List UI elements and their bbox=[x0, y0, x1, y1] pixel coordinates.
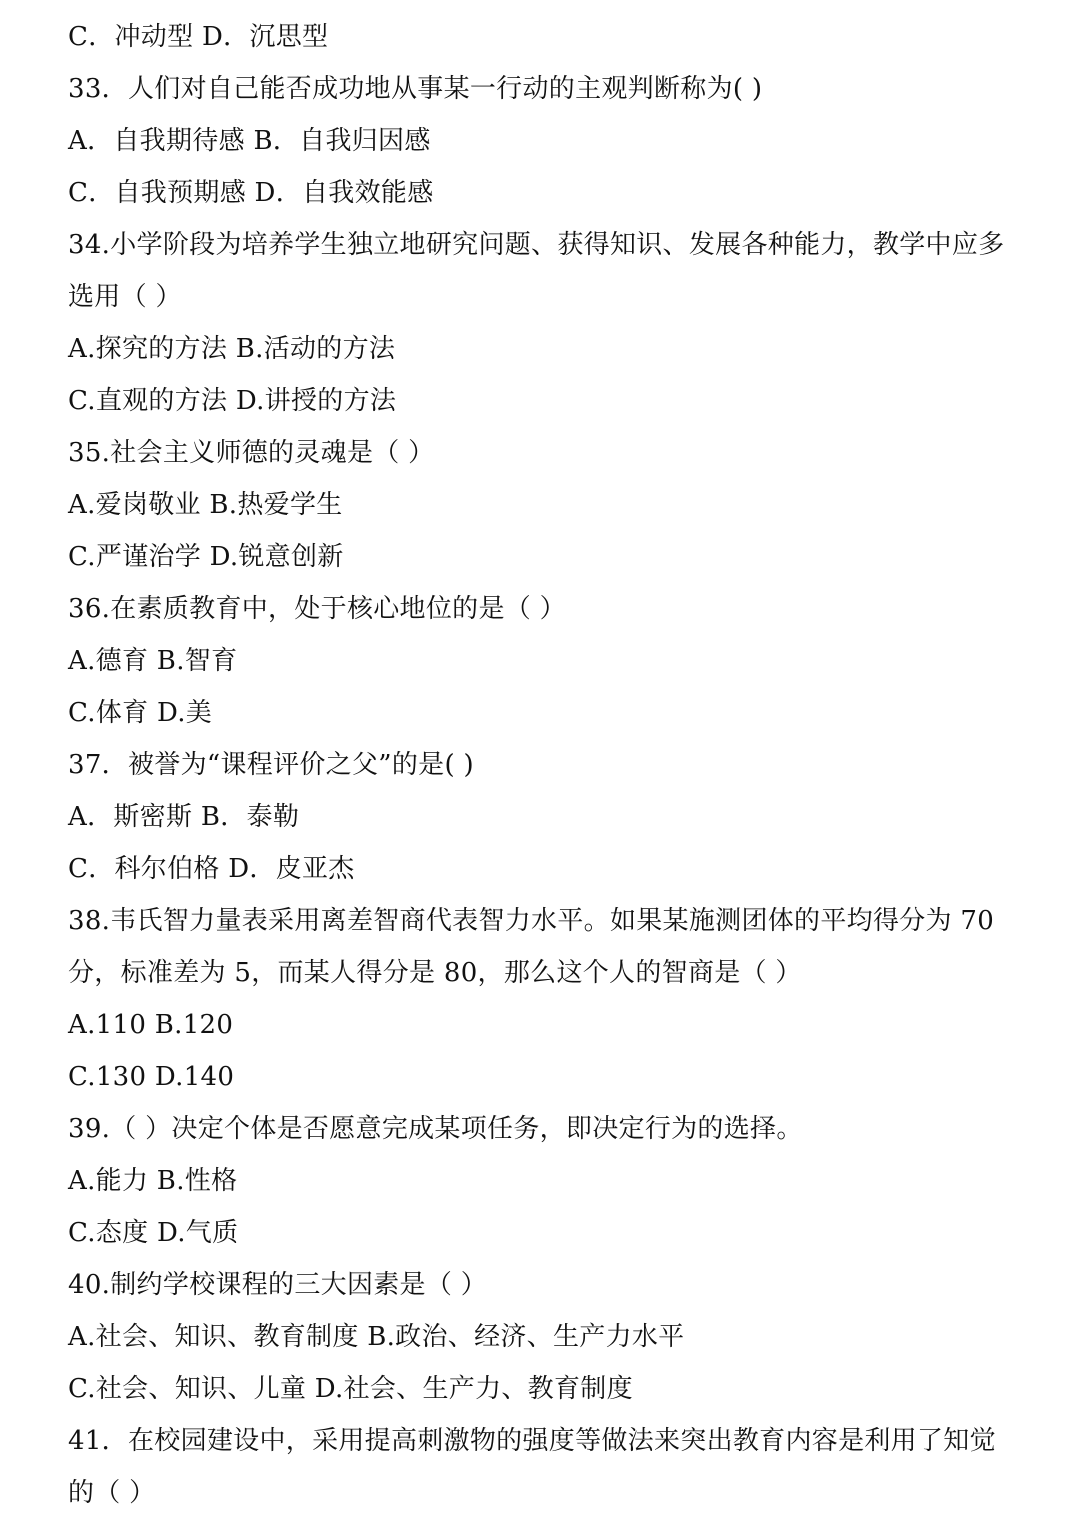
option-line-q35-cd: C.严谨治学 D.锐意创新 bbox=[68, 542, 344, 572]
option-line-q36-cd: C.体育 D.美 bbox=[68, 698, 213, 728]
option-line-q33-ab: A．自我期待感 B．自我归因感 bbox=[68, 126, 431, 156]
question-41-continued: 的（ ） bbox=[68, 1478, 156, 1508]
option-line-q32-cd: C．冲动型 D．沉思型 bbox=[68, 22, 329, 52]
question-list bbox=[68, 11, 1018, 1519]
question-33: 33．人们对自己能否成功地从事某一行动的主观判断称为( ) bbox=[68, 74, 763, 104]
question-39: 39.（ ）决定个体是否愿意完成某项任务，即决定行为的选择。 bbox=[68, 1114, 803, 1144]
option-line-q39-cd: C.态度 D.气质 bbox=[68, 1218, 239, 1248]
option-line-q34-ab: A.探究的方法 B.活动的方法 bbox=[68, 334, 396, 364]
option-line-q39-ab: A.能力 B.性格 bbox=[68, 1166, 238, 1196]
option-line-q37-cd: C．科尔伯格 D．皮亚杰 bbox=[68, 854, 355, 884]
question-36: 36.在素质教育中，处于核心地位的是（ ） bbox=[68, 594, 566, 624]
option-line-q35-ab: A.爱岗敬业 B.热爱学生 bbox=[68, 490, 343, 520]
question-35: 35.社会主义师德的灵魂是（ ） bbox=[68, 438, 435, 468]
question-34: 34.小学阶段为培养学生独立地研究问题、获得知识、发展各种能力，教学中应多 bbox=[68, 230, 1005, 260]
question-40: 40.制约学校课程的三大因素是（ ） bbox=[68, 1270, 488, 1300]
question-41: 41．在校园建设中，采用提高刺激物的强度等做法来突出教育内容是利用了知觉 bbox=[68, 1426, 996, 1456]
question-38-continued: 分，标准差为 5，而某人得分是 80，那么这个人的智商是（ ） bbox=[68, 958, 802, 988]
question-38: 38.韦氏智力量表采用离差智商代表智力水平。如果某施测团体的平均得分为 70 bbox=[68, 906, 995, 936]
option-line-q40-ab: A.社会、知识、教育制度 B.政治、经济、生产力水平 bbox=[68, 1322, 685, 1352]
option-line-q40-cd: C.社会、知识、儿童 D.社会、生产力、教育制度 bbox=[68, 1374, 633, 1404]
question-37: 37．被誉为“课程评价之父”的是( ) bbox=[68, 750, 474, 780]
option-line-q33-cd: C．自我预期感 D．自我效能感 bbox=[68, 178, 434, 208]
option-line-q36-ab: A.德育 B.智育 bbox=[68, 646, 238, 676]
option-line-q38-ab: A.110 B.120 bbox=[68, 1010, 234, 1040]
option-line-q37-ab: A．斯密斯 B．泰勒 bbox=[68, 802, 300, 832]
option-line-q38-cd: C.130 D.140 bbox=[68, 1062, 235, 1092]
question-34-continued: 选用（ ） bbox=[68, 282, 182, 312]
option-line-q34-cd: C.直观的方法 D.讲授的方法 bbox=[68, 386, 397, 416]
